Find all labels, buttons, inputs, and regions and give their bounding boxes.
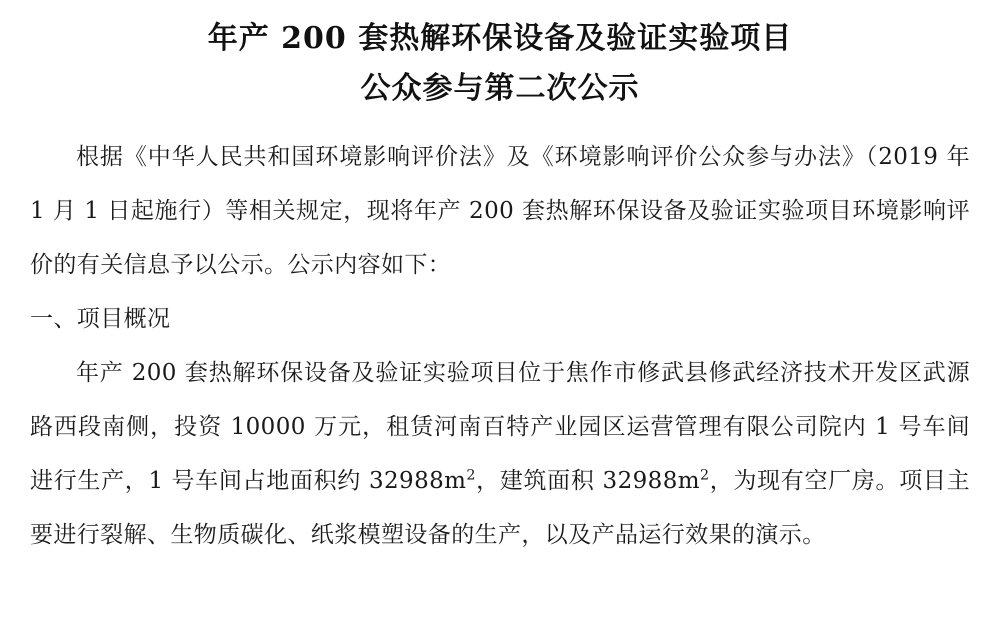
paragraph-part-b: ，建筑面积 32988m [475,468,700,494]
document-body [30,130,970,562]
document-title [30,14,970,114]
paragraph-project-overview [30,346,970,562]
superscript-area-unit-2: 2 [699,467,710,484]
paragraph-part-a: 年产 200 套热解环保设备及验证实验项目位于焦作市修武县修武经济技术开发区武源路西段南侧，投资 10000 万元，租赁河南百特产业园区运营管理有限公司院内 1 号车间进行生产，1 号车间占地面积约 32988m [30,360,970,494]
title-line-1: 年产 200 套热解环保设备及验证实验项目 [207,21,793,56]
section-heading-project-overview: 一、项目概况 [30,306,171,332]
title-line-2: 公众参与第二次公示 [360,71,640,106]
paragraph-part-c: ，为现有空厂房。项目主要进行裂解、生物质碳化、纸浆模塑设备的生产，以及产品运行效果的演示。 [30,468,970,548]
paragraph-intro: 根据《中华人民共和国环境影响评价法》及《环境影响评价公众参与办法》（2019 年 1 月 1 日起施行）等相关规定，现将年产 200 套热解环保设备及验证实验项目环境影响评价的有关信息予以公示。公示内容如下： [30,144,970,278]
superscript-area-unit-1: 2 [466,467,476,484]
